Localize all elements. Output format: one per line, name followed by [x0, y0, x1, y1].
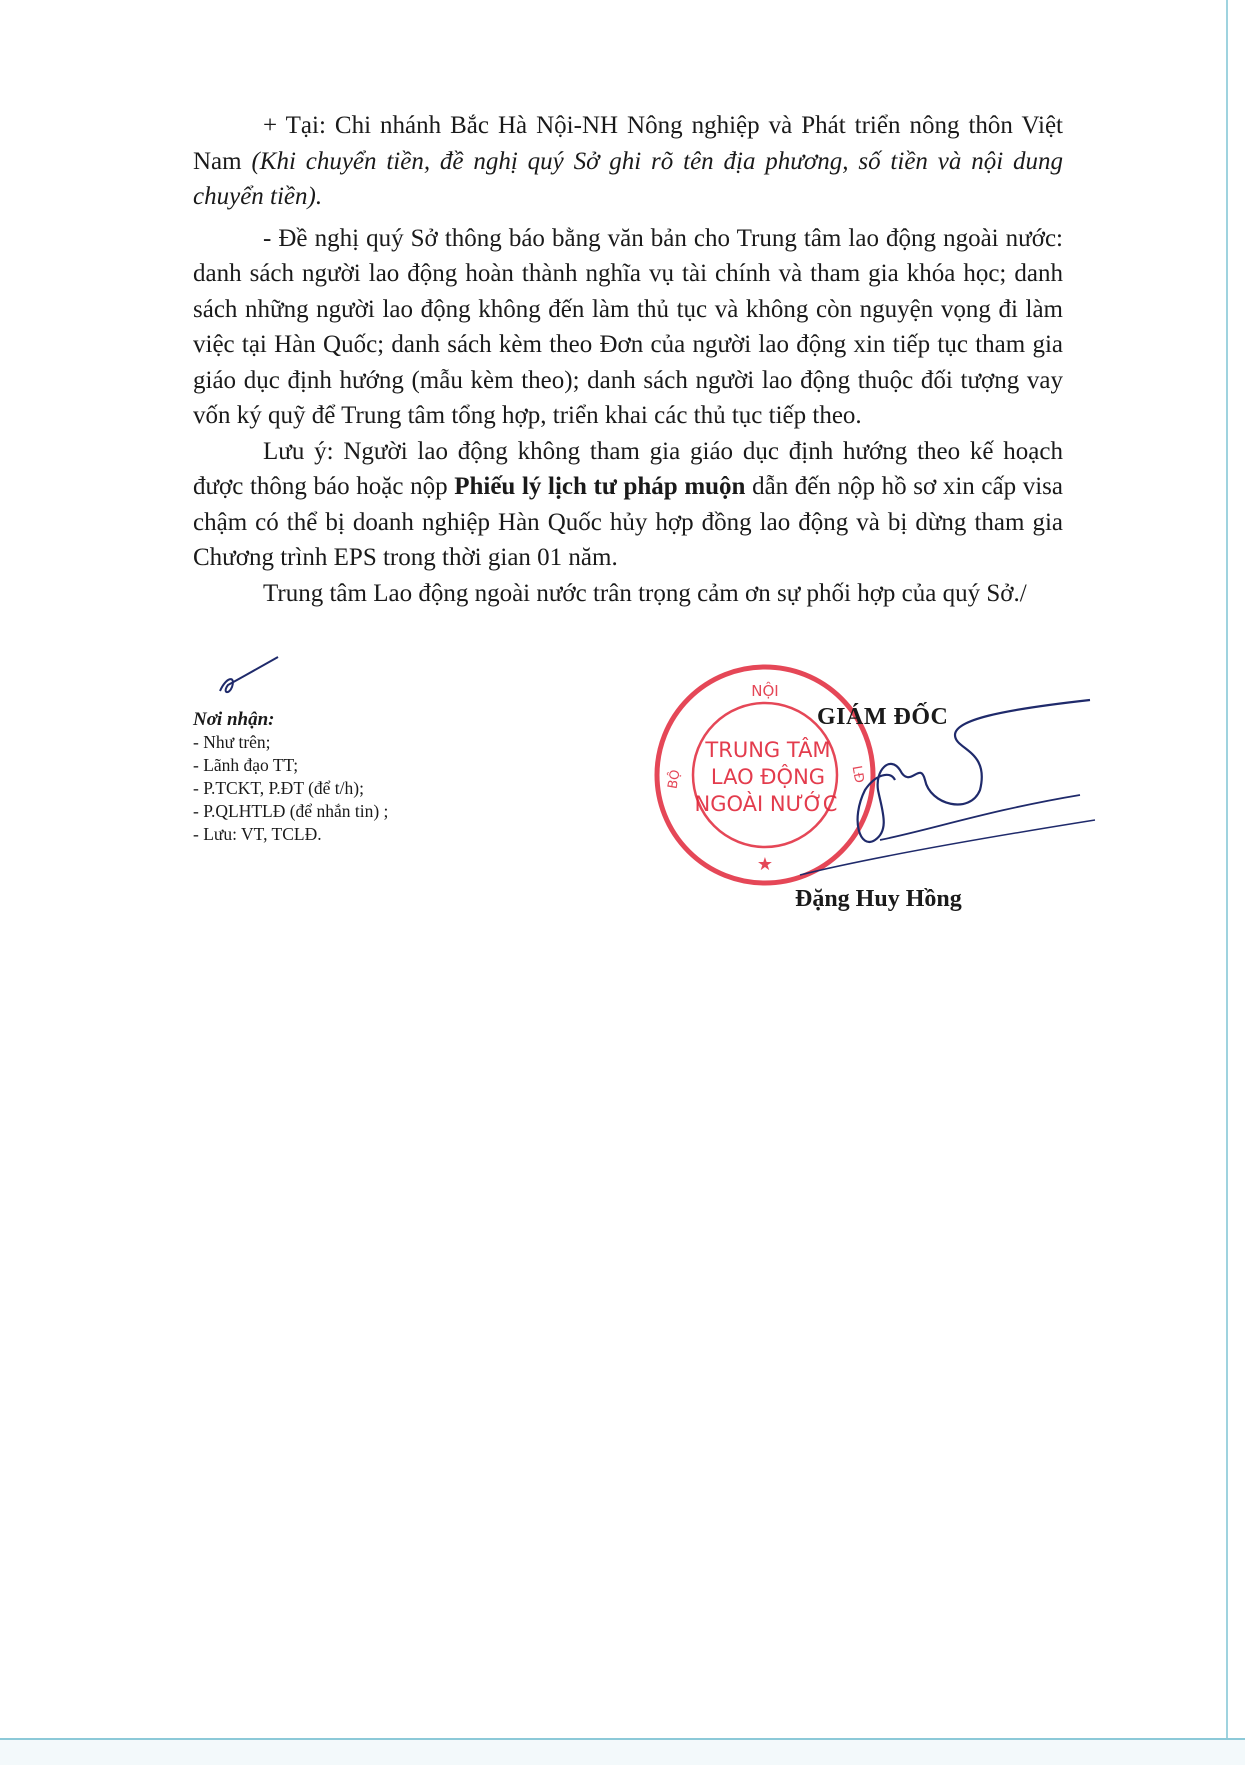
- thanks-paragraph: Trung tâm Lao động ngoài nước trân trọng cảm ơn sự phối hợp của quý Sở./: [263, 579, 1027, 607]
- note-bold-text: Phiếu lý lịch tư pháp muộn: [454, 473, 746, 500]
- page-edge-line: [1226, 0, 1228, 1763]
- scan-bottom-band: [0, 1738, 1245, 1765]
- note-text-before: Lưu ý: Người lao động không tham gia giáo dục định hướng theo kế hoạch được thông báo hoặc nộp: [193, 437, 1063, 500]
- seal-left-text: BỘ: [665, 768, 684, 791]
- request-paragraph: - Đề nghị quý Sở thông báo bằng văn bản cho Trung tâm lao động ngoài nước: danh sách người lao động hoàn thành nghĩa vụ tài chính và tham gia khóa học; danh sách những người lao động không đến làm thủ tục và không còn nguyện vọng đi làm việc tại Hàn Quốc; danh sách kèm theo Đơn của người lao động xin tiếp tục tham gia giáo dục định hướng (mẫu kèm theo); danh sách người lao động thuộc đối tượng vay vốn ký quỹ để Trung tâm tổng hợp, triển khai các thủ tục tiếp theo.: [193, 224, 1063, 429]
- recipient-item: - P.QLHTLĐ (để nhắn tin) ;: [193, 801, 389, 821]
- bank-branch-text: + Tại: Chi nhánh Bắc Hà Nội-NH Nông nghiệp và Phát triển nông thôn Việt Nam: [193, 112, 1063, 175]
- transfer-note: (Khi chuyển tiền, đề nghị quý Sở ghi rõ tên địa phương, số tiền và nội dung chuyển tiền).: [193, 147, 1063, 210]
- svg-text:★: ★: [756, 854, 774, 875]
- note-paragraph: [193, 434, 1063, 576]
- closing-mark-icon: [216, 655, 286, 705]
- handwritten-signature-icon: [780, 680, 1100, 880]
- bank-branch-paragraph: [193, 108, 1063, 215]
- letter-body: [193, 108, 1063, 611]
- seal-line-2: LAO ĐỘNG: [710, 765, 826, 789]
- recipient-item: - Như trên;: [193, 732, 271, 752]
- note-text-after: dẫn đến nộp hồ sơ xin cấp visa chậm có thể bị doanh nghiệp Hàn Quốc hủy hợp đồng lao động và bị dừng tham gia Chương trình EPS trong thời gian 01 năm.: [193, 473, 1063, 571]
- seal-right-text: LĐ: [848, 764, 867, 785]
- seal-top-text: NỘI: [751, 682, 779, 700]
- seal-line-1: TRUNG TÂM: [705, 738, 831, 762]
- recipients-heading: Nơi nhận:: [193, 709, 275, 730]
- recipient-item: - Lãnh đạo TT;: [193, 755, 299, 775]
- seal-line-3: NGOÀI NƯỚC: [694, 792, 838, 816]
- recipient-item: - P.TCKT, P.ĐT (để t/h);: [193, 778, 364, 798]
- signer-name: Đặng Huy Hồng: [795, 886, 962, 912]
- recipients-block: [193, 708, 388, 846]
- director-title: GIÁM ĐỐC: [817, 704, 949, 730]
- recipient-item: - Lưu: VT, TCLĐ.: [193, 824, 322, 844]
